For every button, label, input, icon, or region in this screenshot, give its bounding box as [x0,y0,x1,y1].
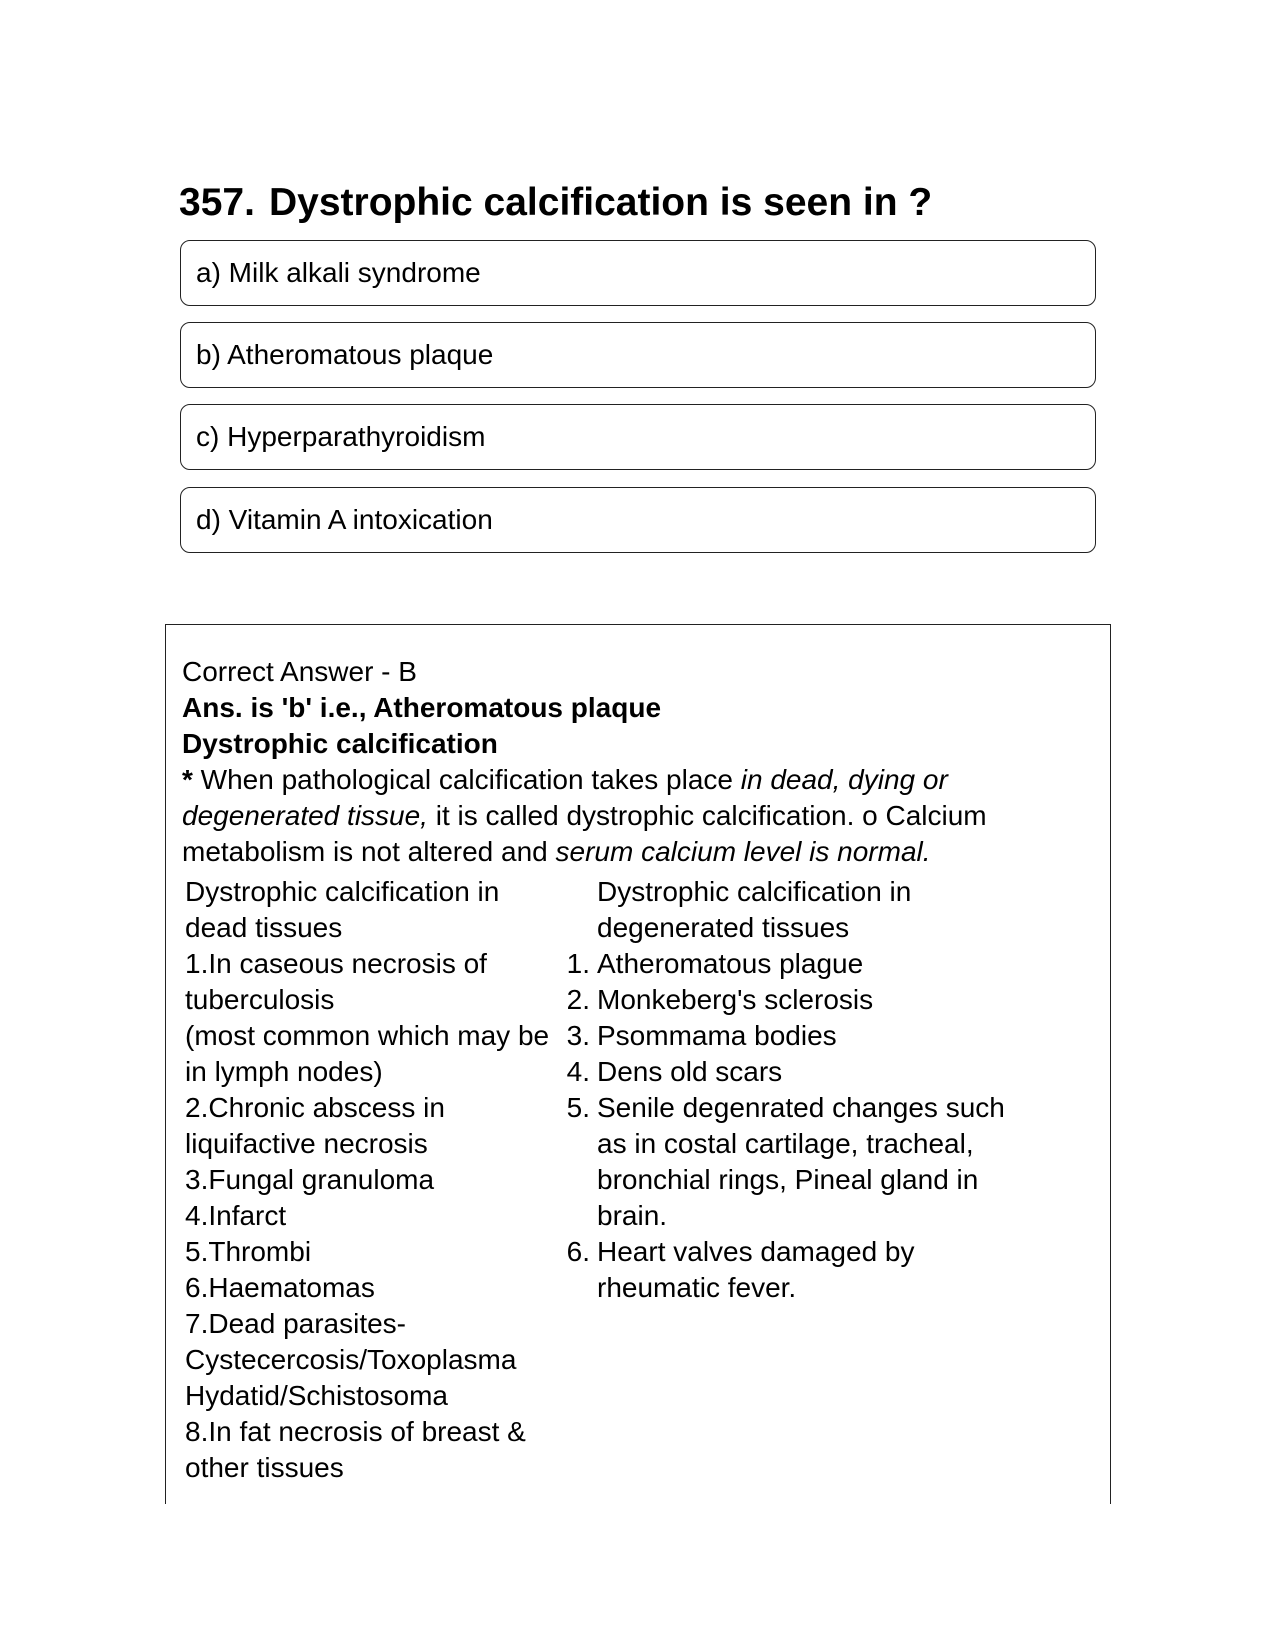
option-c-label: c) Hyperparathyroidism [196,421,486,452]
answer-explanation [182,654,1062,870]
right-column-item [550,946,1070,982]
answer-heading: Dystrophic calcification [182,728,498,759]
bullet: * [182,764,193,795]
left-column-line: Cystecercosis/Toxoplasma [185,1344,517,1375]
item-text: Senile degenrated changes such [597,1092,1005,1123]
para-text-2: it is called dystrophic calcification. o Calcium metabolism is not altered and [182,800,987,867]
question-title [179,178,932,228]
right-column-item [550,1054,1070,1090]
right-column-item [550,1270,1070,1306]
left-column-line: tuberculosis [185,984,335,1015]
question-number: 357. [179,181,255,224]
left-column-line: 1.In caseous necrosis of [185,948,487,979]
left-column-line: 4.Infarct [185,1200,287,1231]
item-number: 6. [566,1236,590,1267]
item-number: 4. [566,1056,590,1087]
item-text: as in costal cartilage, tracheal, [597,1128,974,1159]
left-column-line: other tissues [185,1452,344,1483]
option-d[interactable] [180,487,1096,553]
right-column-item [550,982,1070,1018]
dead-tissues-column [185,874,555,1486]
right-column-item [550,1126,1070,1162]
item-text: rheumatic fever. [597,1272,797,1303]
item-text: Dens old scars [597,1056,783,1087]
answer-line: Ans. is 'b' i.e., Atheromatous plaque [182,692,662,723]
right-column-heading: Dystrophic calcification in [597,876,912,907]
left-column-heading: Dystrophic calcification in [185,876,500,907]
para-italic-2: serum calcium level is normal. [555,836,931,867]
option-d-label: d) Vitamin A intoxication [196,504,493,535]
right-column-item [550,1198,1070,1234]
option-a[interactable] [180,240,1096,306]
item-text: Monkeberg's sclerosis [597,984,874,1015]
item-text: Psommama bodies [597,1020,837,1051]
para-italic-1: in dead, dying or degenerated tissue, [182,764,948,831]
option-b[interactable] [180,322,1096,388]
answer-paragraph [182,762,1062,870]
correct-answer: Correct Answer - B [182,656,417,687]
left-column-line: 2.Chronic abscess in [185,1092,445,1123]
right-column-item [550,1234,1070,1270]
degenerated-tissues-column [550,874,1070,1306]
left-column-line: 3.Fungal granuloma [185,1164,435,1195]
left-column-line: 8.In fat necrosis of breast & [185,1416,526,1447]
item-text: bronchial rings, Pineal gland in [597,1164,979,1195]
right-column-item [550,1162,1070,1198]
item-text: Atheromatous plague [597,948,864,979]
left-column-line: in lymph nodes) [185,1056,383,1087]
left-column-line: Hydatid/Schistosoma [185,1380,449,1411]
left-column-heading-2: dead tissues [185,912,343,943]
item-text: Heart valves damaged by [597,1236,915,1267]
item-number: 5. [566,1092,590,1123]
item-number: 1. [566,948,590,979]
left-column-line: 5.Thrombi [185,1236,312,1267]
left-column-line: liquifactive necrosis [185,1128,428,1159]
left-column-line: 6.Haematomas [185,1272,375,1303]
right-column-item [550,1090,1070,1126]
item-number: 3. [566,1020,590,1051]
left-column-line: 7.Dead parasites- [185,1308,407,1339]
option-a-label: a) Milk alkali syndrome [196,257,481,288]
item-text: brain. [597,1200,668,1231]
right-column-heading-2: degenerated tissues [597,912,850,943]
right-column-item [550,1018,1070,1054]
question-text: Dystrophic calcification is seen in ? [269,181,933,224]
option-b-label: b) Atheromatous plaque [196,339,494,370]
item-number: 2. [566,984,590,1015]
option-c[interactable] [180,404,1096,470]
left-column-line: (most common which may be [185,1020,550,1051]
para-text-1: When pathological calcification takes place [192,764,741,795]
